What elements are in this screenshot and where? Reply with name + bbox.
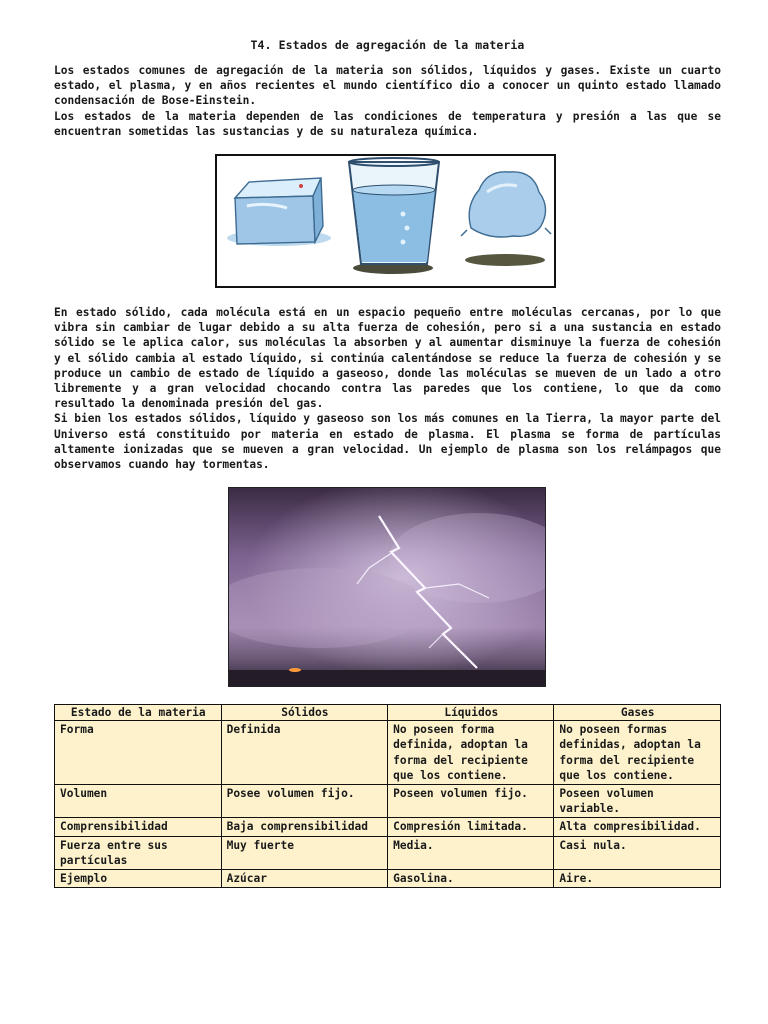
table-cell: Media.: [388, 836, 554, 869]
table-cell: Aire.: [554, 870, 721, 888]
table-header: Sólidos: [221, 705, 388, 721]
body-paragraph-1: En estado sólido, cada molécula está en un espacio pequeño entre moléculas cercanas, por lo que vibra sin cambiar de lugar debido a su alta fuerza de cohesión, pero si a una sustancia en estado sólido se le aplica calor, sus moléculas la absorben y al aumentar disminuye la fuerza de cohesión y el sólido cambia al estado líquido, si continúa calentándose se reduce la fuerza de cohesión y se produce un cambio de estado de líquido a gaseoso, donde las moléculas se mueven de un lado a otro libremente y a gran velocidad chocando contra las paredes que los contiene, lo que da como resultado la denominada presión del gas.: [54, 306, 721, 411]
table-cell: Baja comprensibilidad: [221, 818, 388, 836]
table-cell: Forma: [55, 721, 222, 785]
table-cell: Ejemplo: [55, 870, 222, 888]
table-cell: Comprensibilidad: [55, 818, 222, 836]
table-cell: No poseen formas definidas, adoptan la forma del recipiente que los contiene.: [554, 721, 721, 785]
table-cell: Compresión limitada.: [388, 818, 554, 836]
table-row: [55, 836, 721, 869]
table-cell: Casi nula.: [554, 836, 721, 869]
table-row: [55, 721, 721, 785]
table-header: Líquidos: [388, 705, 554, 721]
table-cell: Muy fuerte: [221, 836, 388, 869]
states-illustration: [215, 154, 556, 288]
intro-paragraph-2: Los estados de la materia dependen de las condiciones de temperatura y presión a las que se encuentran sometidas las sustancias y de su naturaleza química.: [54, 109, 721, 138]
table-row: [55, 818, 721, 836]
table-cell: Definida: [221, 721, 388, 785]
page-title: T4. Estados de agregación de la materia: [250, 38, 525, 52]
table-cell: Poseen volumen fijo.: [388, 785, 554, 818]
states-table: [54, 704, 721, 888]
table-cell: Azúcar: [221, 870, 388, 888]
lightning-icon: [229, 488, 545, 686]
table-cell: Poseen volumen variable.: [554, 785, 721, 818]
table-header-row: [55, 705, 721, 721]
table-row: [55, 870, 721, 888]
ice-water-vapor-icon: [217, 156, 554, 286]
table-row: [55, 785, 721, 818]
table-cell: Gasolina.: [388, 870, 554, 888]
body-paragraph-2: Si bien los estados sólidos, líquido y gaseoso son los más comunes en la Tierra, la mayor parte del Universo está constituido por materia en estado de plasma. El plasma se forma de partículas altamente ionizadas que se mueven a gran velocidad. Un ejemplo de plasma son los relámpagos que observamos cuando hay tormentas.: [54, 412, 721, 472]
table-cell: Alta compresibilidad.: [554, 818, 721, 836]
intro-paragraph-1: Los estados comunes de agregación de la materia son sólidos, líquidos y gases. Existe un cuarto estado, el plasma, y en años recientes el mundo científico dio a conocer un quinto estado llamado condensación de Bose-Einstein.: [54, 64, 721, 108]
body-text: [54, 305, 721, 472]
table-header: Estado de la materia: [55, 705, 222, 721]
table-cell: Fuerza entre sus partículas: [55, 836, 222, 869]
intro-text: [54, 63, 721, 139]
table-cell: Volumen: [55, 785, 222, 818]
table-cell: Posee volumen fijo.: [221, 785, 388, 818]
table-cell: No poseen forma definida, adoptan la forma del recipiente que los contiene.: [388, 721, 554, 785]
lightning-photo: [228, 487, 546, 687]
table-header: Gases: [554, 705, 721, 721]
